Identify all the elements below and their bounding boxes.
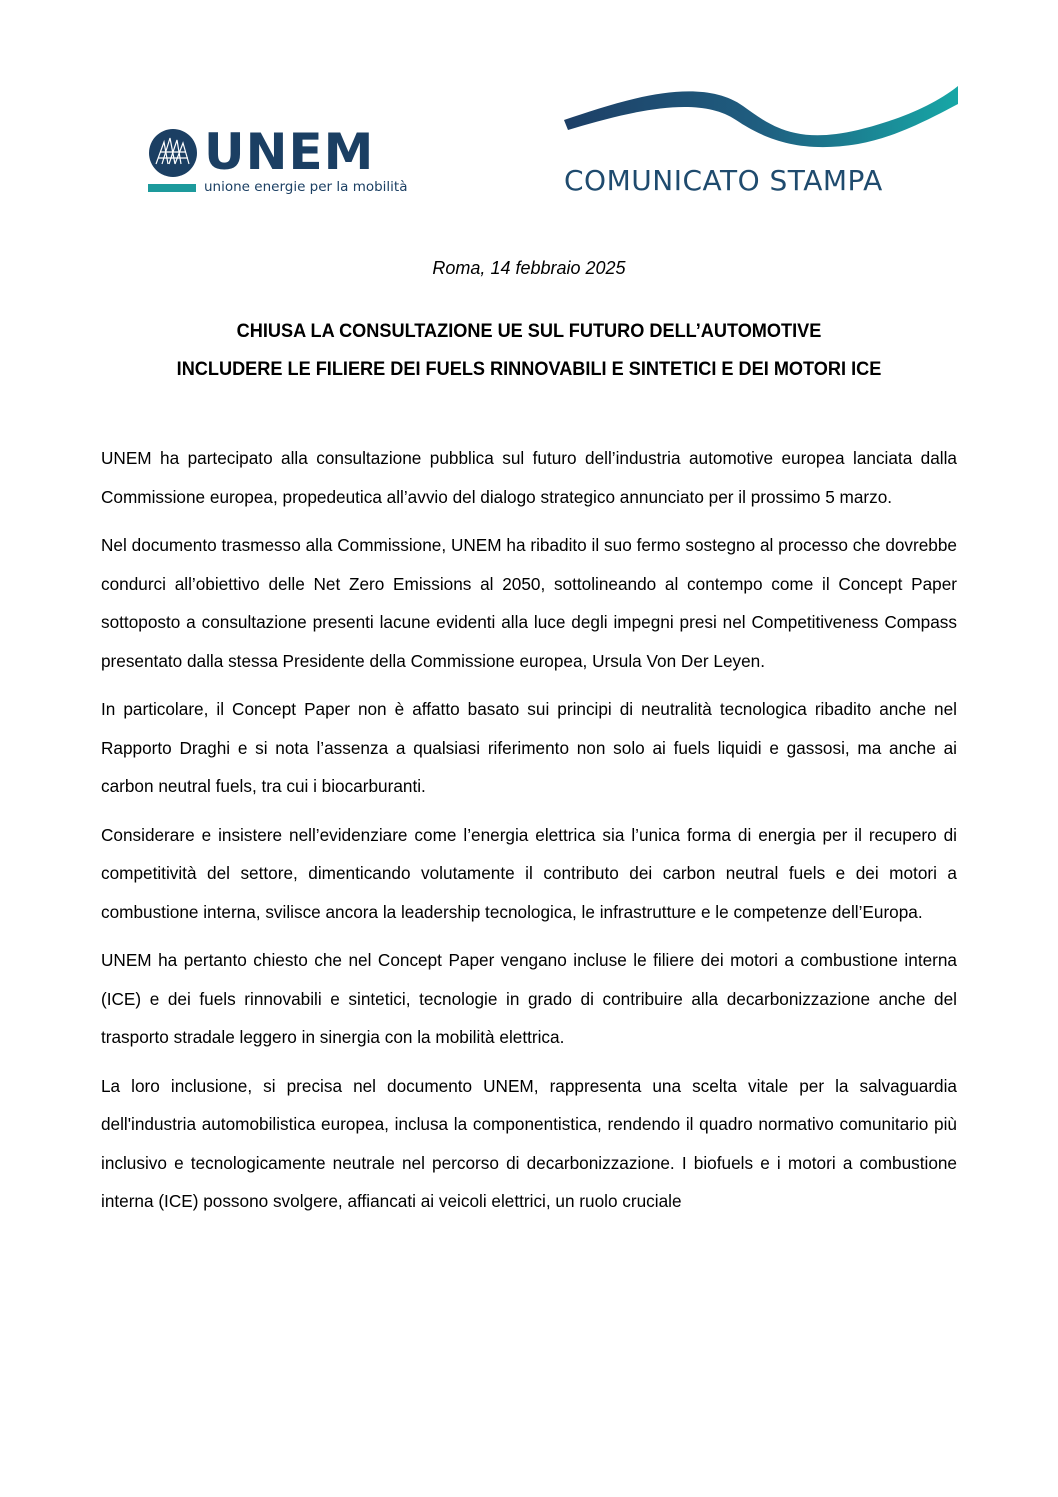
document-date: Roma, 14 febbraio 2025 <box>432 258 626 278</box>
title-line-1: CHIUSA LA CONSULTAZIONE UE SUL FUTURO DELL’AUTOMOTIVE <box>236 320 822 342</box>
paragraph: La loro inclusione, si precisa nel documento UNEM, rappresenta una scelta vitale per la salvaguardia dell'industria automobilistica europea, inclusa la componentistica, rendendo il quadro normativo comunitario più inclusivo e tecnologicamente neutrale nel percorso di decarbonizzazione. I biofuels e i motori a combustione interna (ICE) possono svolgere, affiancati ai veicoli elettrici, un ruolo cruciale <box>101 1075 957 1211</box>
paragraph: Considerare e insistere nell’evidenziare come l’energia elettrica sia l’unica forma di energia per il recupero di competitività del settore, dimenticando volutamente il contributo dei carbon neutral fuels e dei motori a combustione interna, svilisce ancora la leadership tecnologica, le infrastrutture e le competenze dell’Europa. <box>101 824 957 922</box>
unem-logo <box>148 123 408 200</box>
swoosh-icon <box>558 80 963 150</box>
document-body <box>101 439 957 1231</box>
paragraph: UNEM ha pertanto chiesto che nel Concept Paper vengano incluse le filiere dei motori a combustione interna (ICE) e dei fuels rinnovabili e sintetici, tecnologie in grado di contribuire alla decarbonizzazione anche del trasporto stradale leggero in sinergia con la mobilità elettrica. <box>101 950 957 1047</box>
paragraph: UNEM ha partecipato alla consultazione pubblica sul futuro dell’industria automotive europea lanciata dalla Commissione europea, propedeutica all’avvio del dialogo strategico annunciato per il prossimo 5 marzo. <box>101 448 957 507</box>
press-release-label: COMUNICATO STAMPA <box>564 164 883 197</box>
paragraph: Nel documento trasmesso alla Commissione, UNEM ha ribadito il suo fermo sostegno al processo che dovrebbe condurci all’obiettivo delle Net Zero Emissions al 2050, sottolineando al contempo come il Concept Paper sottoposto a consultazione presenti lacune evidenti alla luce degli impegni presi nel Competitiveness Compass presentato dalla stessa Presidente della Commissione europea, Ursula Von Der Leyen. <box>101 535 957 671</box>
paragraph: In particolare, il Concept Paper non è affatto basato sui principi di neutralità tecnologica ribadito anche nel Rapporto Draghi e si nota l’assenza a qualsiasi riferimento non solo ai fuels liquidi e gassosi, ma anche ai carbon neutral fuels, tra cui i biocarburanti. <box>101 699 957 796</box>
document-title <box>0 312 1058 388</box>
press-release-logo <box>558 80 963 205</box>
unem-accent-bar <box>148 184 196 192</box>
unem-tagline: unione energie per la mobilità <box>204 179 408 195</box>
unem-wordmark: UNEM <box>204 123 375 181</box>
title-line-2: INCLUDERE LE FILIERE DEI FUELS RINNOVABILI E SINTETICI E DEI MOTORI ICE <box>176 358 882 380</box>
unem-emblem-icon <box>148 128 198 178</box>
